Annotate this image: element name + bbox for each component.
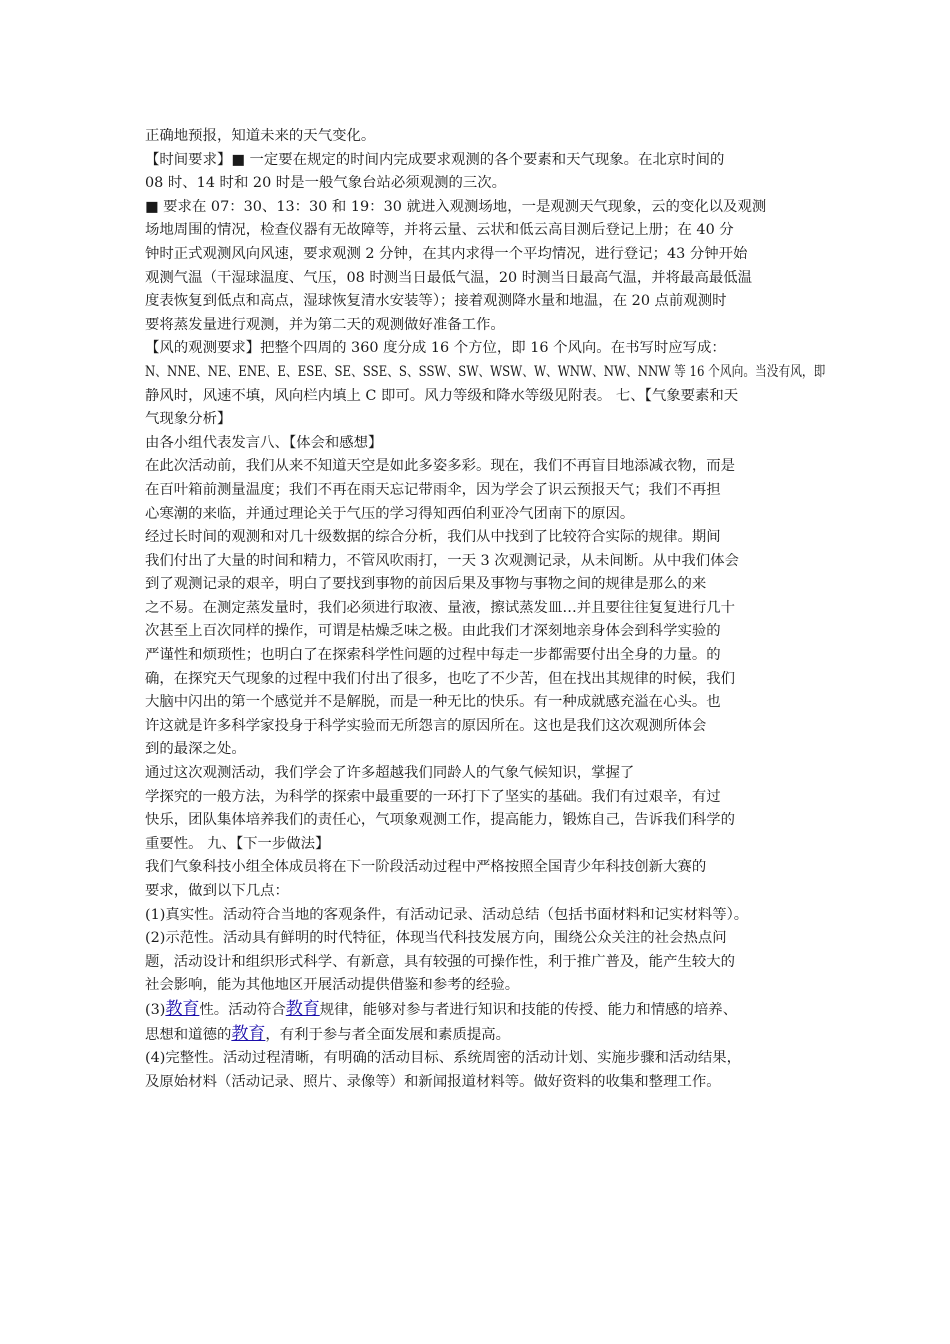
text-line: 许这就是许多科学家投身于科学实验而无所怨言的原因所在。这也是我们这次观测所体会 xyxy=(145,717,707,734)
text-lines-tail xyxy=(145,1047,825,1094)
text-line: 到了观测记录的艰辛，明白了要找到事物的前因后果及事物与事物之间的规律是那么的来 xyxy=(145,576,707,593)
text-line: 要求，做到以下几点： xyxy=(145,883,289,899)
text-line: 之不易。在测定蒸发量时，我们必须进行取液、量液，擦试蒸发皿…并且要往往复复进行几十 xyxy=(145,599,736,616)
text-line: 【风的观测要求】把整个四周的 360 度分成 16 个方位，即 16 个风向。在书写时应写成： xyxy=(145,340,726,357)
text-segment: 思想和道德的 xyxy=(145,1026,232,1043)
text-segment: (3) xyxy=(145,1001,166,1018)
text-line: 【时间要求】■ 一定要在规定的时间内完成要求观测的各个要素和天气现象。在北京时间的 xyxy=(145,151,725,168)
text-line: 经过长时间的观测和对几十级数据的综合分析，我们从中找到了比较符合实际的规律。期间 xyxy=(145,529,721,546)
text-line: 社会影响，能为其他地区开展活动提供借鉴和参考的经验。 xyxy=(145,977,520,994)
text-line: 学探究的一般方法，为科学的探索中最重要的一环打下了坚实的基础。我们有过艰辛，有过 xyxy=(145,788,721,805)
text-segment: 规律，能够对参与者进行知识和技能的传授、能力和情感的培养、 xyxy=(319,1001,738,1018)
text-line: 严谨性和烦琐性；也明白了在探索科学性问题的过程中每走一步都需要付出全身的力量。的 xyxy=(145,647,721,664)
text-line: 及原始材料（活动记录、照片、录像等）和新闻报道材料等。做好资料的收集和整理工作。 xyxy=(145,1073,721,1090)
text-line: 场地周围的情况，检查仪器有无故障等，并将云量、云状和低云高目测后登记上册；在 40 分 xyxy=(145,222,734,239)
text-line: 在此次活动前，我们从来不知道天空是如此多姿多彩。现在，我们不再盲目地添减衣物，而是 xyxy=(145,458,736,475)
education-link[interactable]: 教育 xyxy=(165,998,200,1019)
text-line: 到的最深之处。 xyxy=(145,741,246,758)
text-line: 度表恢复到低点和高点，湿球恢复清水安装等）；接着观测降水量和地温，在 20 点前观测时 xyxy=(145,293,727,310)
text-line: (1)真实性。活动符合当地的客观条件，有活动记录、活动总结（包括书面材料和记实材料等）。 xyxy=(145,906,749,923)
text-line: 钟时正式观测风向风速，要求观测 2 分钟，在其内求得一个平均情况，进行登记；43 分钟开始 xyxy=(145,245,748,262)
education-link[interactable]: 教育 xyxy=(285,998,320,1019)
text-line: N、NNE、NE、ENE、E、ESE、SE、SSE、S、SSW、SW、WSW、W、WNW、NW、NNW 等 16 个风向。当没有风，即 xyxy=(145,363,826,380)
text-segment: 性。活动符合 xyxy=(199,1001,286,1018)
text-line: 重要性。 九、【下一步做法】 xyxy=(145,835,330,852)
document-body xyxy=(145,125,825,1094)
text-line: (2)示范性。活动具有鲜明的时代特征，体现当代科技发展方向，围绕公众关注的社会热点问 xyxy=(145,930,727,947)
text-line: 观测气温（干湿球温度、气压，08 时测当日最低气温，20 时测当日最高气温，并将最高最低温 xyxy=(145,269,753,286)
text-line: 次甚至上百次同样的操作，可谓是枯燥乏味之极。由此我们才深刻地亲身体会到科学实验的 xyxy=(145,623,721,640)
text-segment: ，有利于参与者全面发展和素质提高。 xyxy=(265,1026,511,1043)
text-line: 通过这次观测活动，我们学会了许多超越我们同龄人的气象气候知识，掌握了 xyxy=(145,765,635,782)
text-line: 快乐，团队集体培养我们的责任心，气项象观测工作，提高能力，锻炼自己，告诉我们科学的 xyxy=(145,812,736,829)
text-line: 心寒潮的来临，并通过理论关于气压的学习得知西伯利亚冷气团南下的原因。 xyxy=(145,505,635,522)
text-line: 我们气象科技小组全体成员将在下一阶段活动过程中严格按照全国青少年科技创新大赛的 xyxy=(145,859,707,876)
text-line: 气现象分析】 xyxy=(145,411,232,428)
text-line: 正确地预报，知道未来的天气变化。 xyxy=(145,128,376,144)
text-line: 确，在探究天气现象的过程中我们付出了很多，也吃了不少苦，但在找出其规律的时候，我们 xyxy=(145,670,736,687)
text-line: 由各小组代表发言八、【体会和感想】 xyxy=(145,434,383,451)
text-line: 08 时、14 时和 20 时是一般气象台站必须观测的三次。 xyxy=(145,175,507,192)
text-line: 大脑中闪出的第一个感觉并不是解脱，而是一种无比的快乐。有一种成就感充溢在心头。也 xyxy=(145,694,721,711)
text-line-education-2 xyxy=(145,1023,825,1048)
text-line: (4)完整性。活动过程清晰，有明确的活动目标、系统周密的活动计划、实施步骤和活动结果， xyxy=(145,1050,742,1067)
text-line: 在百叶箱前测量温度；我们不再在雨天忘记带雨伞，因为学会了识云预报天气；我们不再担 xyxy=(145,481,721,498)
text-line: 要将蒸发量进行观测，并为第二天的观测做好准备工作。 xyxy=(145,316,505,333)
text-line: 静风时，风速不填，风向栏内填上 C 即可。风力等级和降水等级见附表。 七、【气象要素和天 xyxy=(145,387,739,404)
education-link[interactable]: 教育 xyxy=(231,1023,266,1044)
text-line-education-1 xyxy=(145,998,825,1023)
text-line: 题，活动设计和组织形式科学、有新意，具有较强的可操作性，利于推广普及，能产生较大的 xyxy=(145,953,736,970)
text-lines xyxy=(145,125,825,998)
text-line: 我们付出了大量的时间和精力，不管风吹雨打，一天 3 次观测记录，从未间断。从中我们体会 xyxy=(145,552,739,569)
text-line: ■ 要求在 07：30、13：30 和 19：30 就进入观测场地，一是观测天气现象，云的变化以及观测 xyxy=(145,198,767,215)
